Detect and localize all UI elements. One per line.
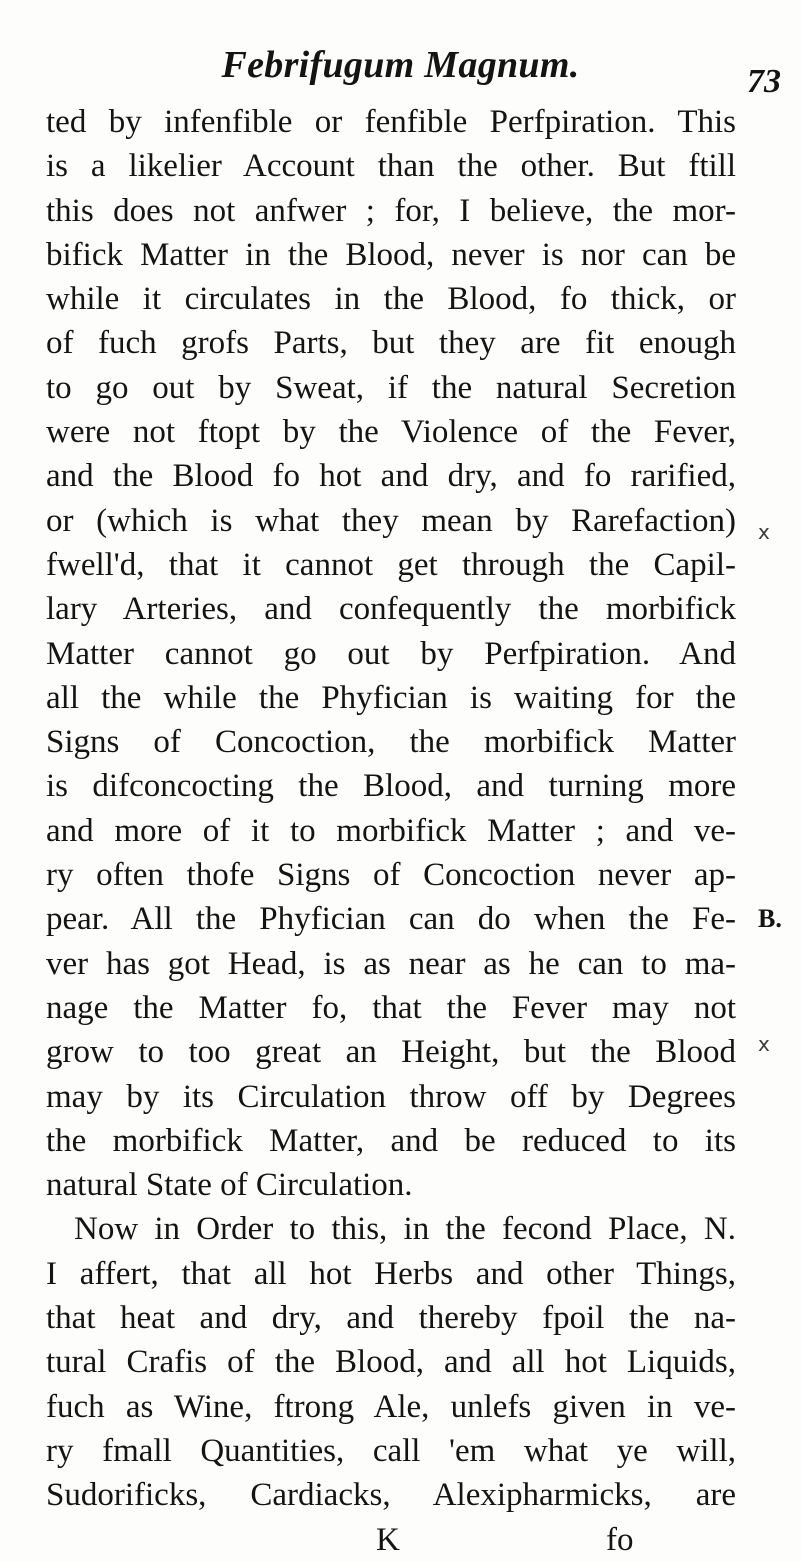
text-line: Matter cannot go out by Perfpiration. And <box>46 635 736 672</box>
text-line: bifick Matter in the Blood, never is nor can be <box>46 236 736 273</box>
text-line: or (which is what they mean by Rarefaction) <box>46 502 736 539</box>
text-line: lary Arteries, and confequently the morbifick <box>46 591 736 628</box>
pencil-mark-icon: x <box>758 1032 770 1056</box>
text-line: pear. All the Phyfician can do when the Fe- <box>46 901 736 938</box>
text-line: ted by infenfible or fenfible Perfpiration. This <box>46 104 736 140</box>
signature-mark: K <box>376 1521 400 1558</box>
text-line: ry often thofe Signs of Concoction never ap- <box>46 857 736 894</box>
text-line: Sudorificks, Cardiacks, Alexipharmicks, are <box>46 1477 736 1514</box>
text-line: the morbifick Matter, and be reduced to its <box>46 1122 736 1159</box>
text-line: were not ftopt by the Violence of the Fever, <box>46 414 736 451</box>
text-line: to go out by Sweat, if the natural Secretion <box>46 369 736 406</box>
margin-note: B. <box>758 904 782 933</box>
text-line: ver has got Head, is as near as he can to ma- <box>46 945 736 982</box>
page-number: 73 <box>747 63 781 100</box>
pencil-mark-icon: x <box>758 520 770 544</box>
text-line: is a likelier Account than the other. But ftill <box>46 148 736 185</box>
text-line: and the Blood fo hot and dry, and fo rarified, <box>46 458 736 495</box>
text-line: all the while the Phyfician is waiting for the <box>46 679 736 716</box>
text-line: I affert, that all hot Herbs and other Things, <box>46 1255 736 1292</box>
text-line: may by its Circulation throw off by Degrees <box>46 1078 736 1115</box>
text-line: Now in Order to this, in the fecond Place, N. <box>74 1211 736 1248</box>
text-line: that heat and dry, and thereby fpoil the na- <box>46 1300 736 1337</box>
text-line: Signs of Concoction, the morbifick Matter <box>46 724 736 761</box>
text-line: is difconcocting the Blood, and turning more <box>46 768 736 805</box>
text-line: ry fmall Quantities, call 'em what ye will, <box>46 1432 736 1469</box>
body-text <box>46 100 736 1562</box>
running-head: Febrifugum Magnum. <box>221 44 580 86</box>
text-line: and more of it to morbifick Matter ; and ve- <box>46 812 736 849</box>
text-line: this does not anfwer ; for, I believe, the mor- <box>46 192 736 229</box>
text-line: natural State of Circulation. <box>46 1167 413 1204</box>
text-line: while it circulates in the Blood, fo thick, or <box>46 281 736 318</box>
text-line: fuch as Wine, ftrong Ale, unlefs given in ve- <box>46 1388 736 1425</box>
text-line: of fuch grofs Parts, but they are fit enough <box>46 325 736 362</box>
catchword-line <box>46 1518 736 1562</box>
text-line: tural Crafis of the Blood, and all hot Liquids, <box>46 1344 736 1381</box>
text-line: fwell'd, that it cannot get through the Capil- <box>46 546 736 583</box>
text-line: nage the Matter fo, that the Fever may not <box>46 989 736 1026</box>
text-line: grow to too great an Height, but the Blood <box>46 1034 736 1071</box>
catchword: fo <box>606 1521 634 1558</box>
